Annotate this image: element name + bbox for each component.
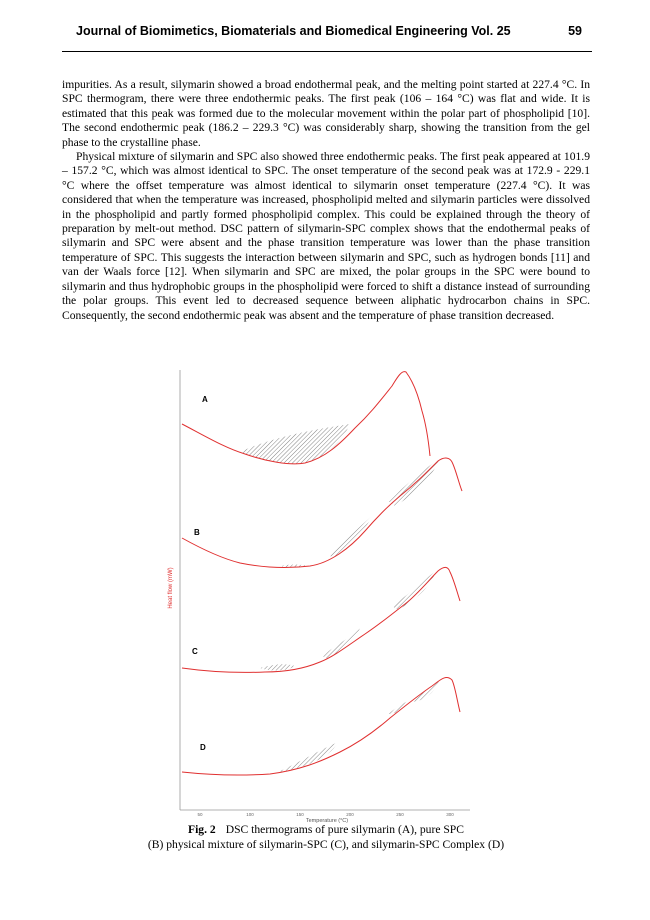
x-tick-label: 300: [446, 812, 454, 817]
x-tick-label: 150: [296, 812, 304, 817]
curve-d: [182, 678, 460, 776]
y-axis-label: Heat flow (mW): [168, 567, 174, 609]
x-tick-label: 50: [197, 812, 203, 817]
x-tick-label: 100: [246, 812, 254, 817]
curve-b: [182, 458, 462, 568]
curve-c: [182, 567, 460, 672]
figure-label: Fig. 2: [188, 823, 216, 836]
caption-line-1: DSC thermograms of pure silymarin (A), pure SPC: [225, 823, 464, 836]
curve-label-b: B: [194, 528, 200, 537]
paragraph-1: impurities. As a result, silymarin showed a broad endothermal peak, and the melting point started at 227.4 °C. In SPC thermogram, there were three endothermic peaks. The first peak (106 – 164 °C) was flat and wide. It is estimated that this peak was formed due to the molecular movement within the polar part of phospholipid [10]. The second endothermic peak (186.2 – 229.3 °C) was considerably sharp, showing the transition from the gel phase to the crystalline phase.: [62, 78, 590, 149]
curve-d-line: [182, 678, 460, 776]
curve-b-hatch-2: [330, 516, 372, 558]
page-number: 59: [568, 24, 582, 38]
curve-label-c: C: [192, 647, 198, 656]
figure-caption: [62, 822, 590, 852]
dsc-thermogram-figure: [160, 366, 480, 826]
curve-c-hatch-3: [392, 571, 436, 610]
x-axis-label: Temperature (°C): [305, 818, 349, 824]
curve-b-hatch-3: [388, 458, 440, 506]
x-tick-label: 200: [346, 812, 354, 817]
running-header: [62, 21, 592, 52]
caption-line-2: (B) physical mixture of silymarin-SPC (C), and silymarin-SPC Complex (D): [147, 838, 505, 851]
paragraph-2: Physical mixture of silymarin and SPC also showed three endothermic peaks. The first peak appeared at 101.9 – 157.2 °C, which was almost identical to SPC. The onset temperature of the second peak was at 172.9 - 229.1 °C where the offset temperature was almost identical to silymarin onset temperature (227.4 °C). It was considered that when the temperature was increased, phospholipid melted and silymarin particles were dissolved in the phospholipid and partly formed phospholipid complex. This could be explained through the theory of preparation by melt-out method. DSC pattern of silymarin-SPC complex shows that the endothermal peaks of silymarin and SPC were absent and the phase transition temperature was lower than the phase transition temperature of SPC. This suggests the interaction between silymarin and SPC, such as hydrogen bonds [11] and van der Waals force [12]. When silymarin and SPC are mixed, the polar groups in the SPC were bound to silymarin and thus hydrophobic groups in the phospholipid were forced to shift a distance instead of surrounding the polar groups. This event led to decreased sequence between aliphatic hydrocarbon chains in SPC. Consequently, the second endothermic peak was absent and the temperature of phase transition decreased.: [62, 150, 590, 322]
x-ticks: [197, 812, 454, 817]
journal-title: Journal of Biomimetics, Biomaterials and Biomedical Engineering Vol. 25: [76, 24, 511, 38]
curve-a: [182, 372, 430, 464]
curve-c-hatch-2: [322, 628, 360, 659]
curve-label-a: A: [202, 395, 208, 404]
curve-c-line: [182, 567, 460, 672]
curve-label-d: D: [200, 743, 206, 752]
curve-c-hatch-1: [260, 664, 295, 670]
x-tick-label: 250: [396, 812, 404, 817]
body-text: [62, 78, 590, 323]
